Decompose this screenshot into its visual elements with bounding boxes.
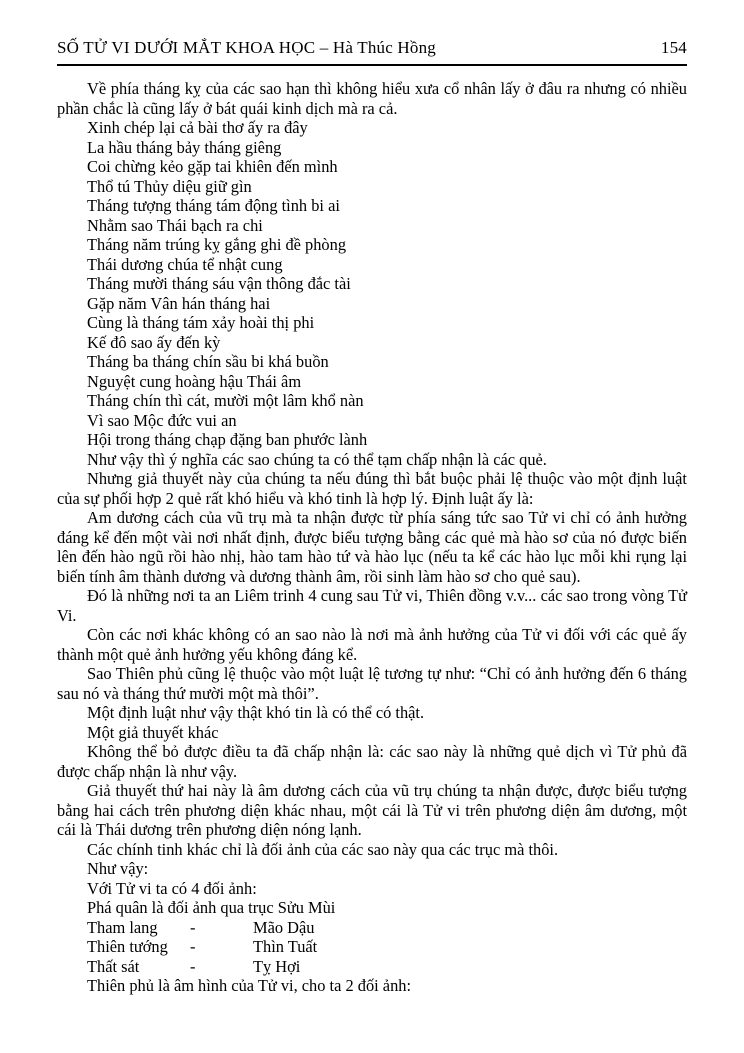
star-name: Thiên tướng: [87, 937, 168, 956]
text-line: Thiên phủ là âm hình của Tử vi, cho ta 2 đối ảnh:: [87, 976, 412, 995]
star-name: Tham lang: [87, 917, 158, 937]
text-line: Với Tử vi ta có 4 đối ảnh:: [87, 878, 257, 898]
paragraph: Còn các nơi khác không có an sao nào là nơi mà ảnh hưởng của Tử vi đối với các quẻ ấy thành một quẻ ảnh hưởng yếu không đáng kể.: [57, 625, 687, 664]
paragraph: Không thể bỏ được điều ta đã chấp nhận là: các sao này là những quẻ dịch vì Tử phủ đã được chấp nhận là như vậy.: [57, 742, 687, 781]
text-line: Nguyệt cung hoàng hậu Thái âm: [87, 371, 302, 391]
page-body: [57, 79, 687, 996]
star-axis-pair-row: [57, 937, 687, 957]
text-line: Tháng tượng tháng tám động tình bi ai: [87, 196, 340, 215]
text-line: Gặp năm Vân hán tháng hai: [87, 293, 271, 313]
axis-name: Thìn Tuất: [253, 937, 318, 956]
paragraph: Am dương cách của vũ trụ mà ta nhận được từ phía sáng tức sao Tử vi chỉ có ảnh hưởng đáng kể đến một vài nơi nhất định, được biểu tượng bằng các quẻ mà hào sơ của nó được biến lên đến hào ngũ rồi hào nhị, hào tam hào tứ và hào lục (nếu ta kể các hào lục mỗi khi rụng lại biến tính âm thành dương và dương thành âm, rồi sinh làm hào sơ cho quẻ sau).: [57, 508, 687, 586]
page-number: 154: [660, 38, 687, 57]
book-title: SỐ TỬ VI DƯỚI MẮT KHOA HỌC – Hà Thúc Hồng: [57, 38, 436, 57]
text-line: Xinh chép lại cả bài thơ ấy ra đây: [87, 118, 308, 137]
text-line: Như vậy thì ý nghĩa các sao chúng ta có thể tạm chấp nhận là các quẻ.: [87, 449, 547, 469]
paragraph: Về phía tháng kỵ của các sao hạn thì không hiểu xưa cổ nhân lấy ở đâu ra nhưng có nhiều phần chắc là cũng lấy ở bát quái kinh dịch mà ra cả.: [57, 79, 687, 118]
star-axis-pair-row: [57, 918, 687, 938]
axis-name: Mão Dậu: [253, 917, 315, 937]
paragraph: Đó là những nơi ta an Liêm trinh 4 cung sau Tử vi, Thiên đồng v.v... các sao trong vòng Tử Vi.: [57, 586, 687, 625]
paragraph: Giả thuyết thứ hai này là âm dương cách của vũ trụ chúng ta nhận được, được biểu tượng bằng hai cách trên phương diện khác nhau, một cái là Tử vi trên phương diện âm dương, một cái là Thái dương trên phương diện nóng lạnh.: [57, 781, 687, 839]
paragraph: Nhưng giả thuyết này của chúng ta nếu đúng thì bắt buộc phải lệ thuộc vào một định luật của sự phối hợp 2 quẻ rất khó hiểu và khó tinh là hợp lý. Định luật ấy là:: [57, 469, 687, 508]
text-line: Nhằm sao Thái bạch ra chi: [87, 215, 263, 235]
pair-dash: -: [190, 917, 196, 937]
text-line: Vì sao Mộc đức vui an: [87, 410, 237, 430]
text-line: Hội trong tháng chạp đặng ban phước lành: [87, 430, 368, 449]
text-line: Kế đô sao ấy đến kỳ: [87, 332, 221, 352]
text-line: Tháng mười tháng sáu vận thông đắc tài: [87, 274, 351, 293]
pair-dash: -: [190, 956, 196, 976]
pair-dash: -: [190, 937, 196, 956]
text-line: Thổ tú Thủy diệu giữ gìn: [87, 176, 252, 196]
text-line: Thái dương chúa tể nhật cung: [87, 254, 283, 274]
text-line: Một giả thuyết khác: [87, 722, 219, 742]
text-line: La hầu tháng bảy tháng giêng: [87, 137, 282, 157]
page-header: [57, 38, 687, 58]
star-axis-pair-row: [57, 957, 687, 977]
star-name: Thất sát: [87, 956, 140, 976]
paragraph: Sao Thiên phủ cũng lệ thuộc vào một luật lệ tương tự như: “Chỉ có ảnh hưởng đến 6 tháng sau nó và tháng thứ mười một mà thôi”.: [57, 664, 687, 703]
text-line: Một định luật như vậy thật khó tin là có thể có thật.: [87, 703, 425, 722]
text-line: Như vậy:: [87, 859, 149, 878]
text-line: Cùng là tháng tám xảy hoài thị phi: [87, 313, 315, 332]
header-rule: [57, 64, 687, 66]
text-line: Tháng năm trúng kỵ gắng ghi đề phòng: [87, 235, 347, 254]
text-line: Các chính tinh khác chỉ là đối ảnh của các sao này qua các trục mà thôi.: [87, 839, 559, 859]
text-line: Coi chừng kẻo gặp tai khiên đến mình: [87, 157, 338, 176]
text-line: Tháng ba tháng chín sầu bi khá buồn: [87, 352, 329, 371]
text-line: Tháng chín thì cát, mười một lâm khổ nàn: [87, 391, 364, 410]
text-line: Phá quân là đối ảnh qua trục Sửu Mùi: [87, 898, 336, 917]
axis-name: Tỵ Hợi: [253, 956, 301, 976]
